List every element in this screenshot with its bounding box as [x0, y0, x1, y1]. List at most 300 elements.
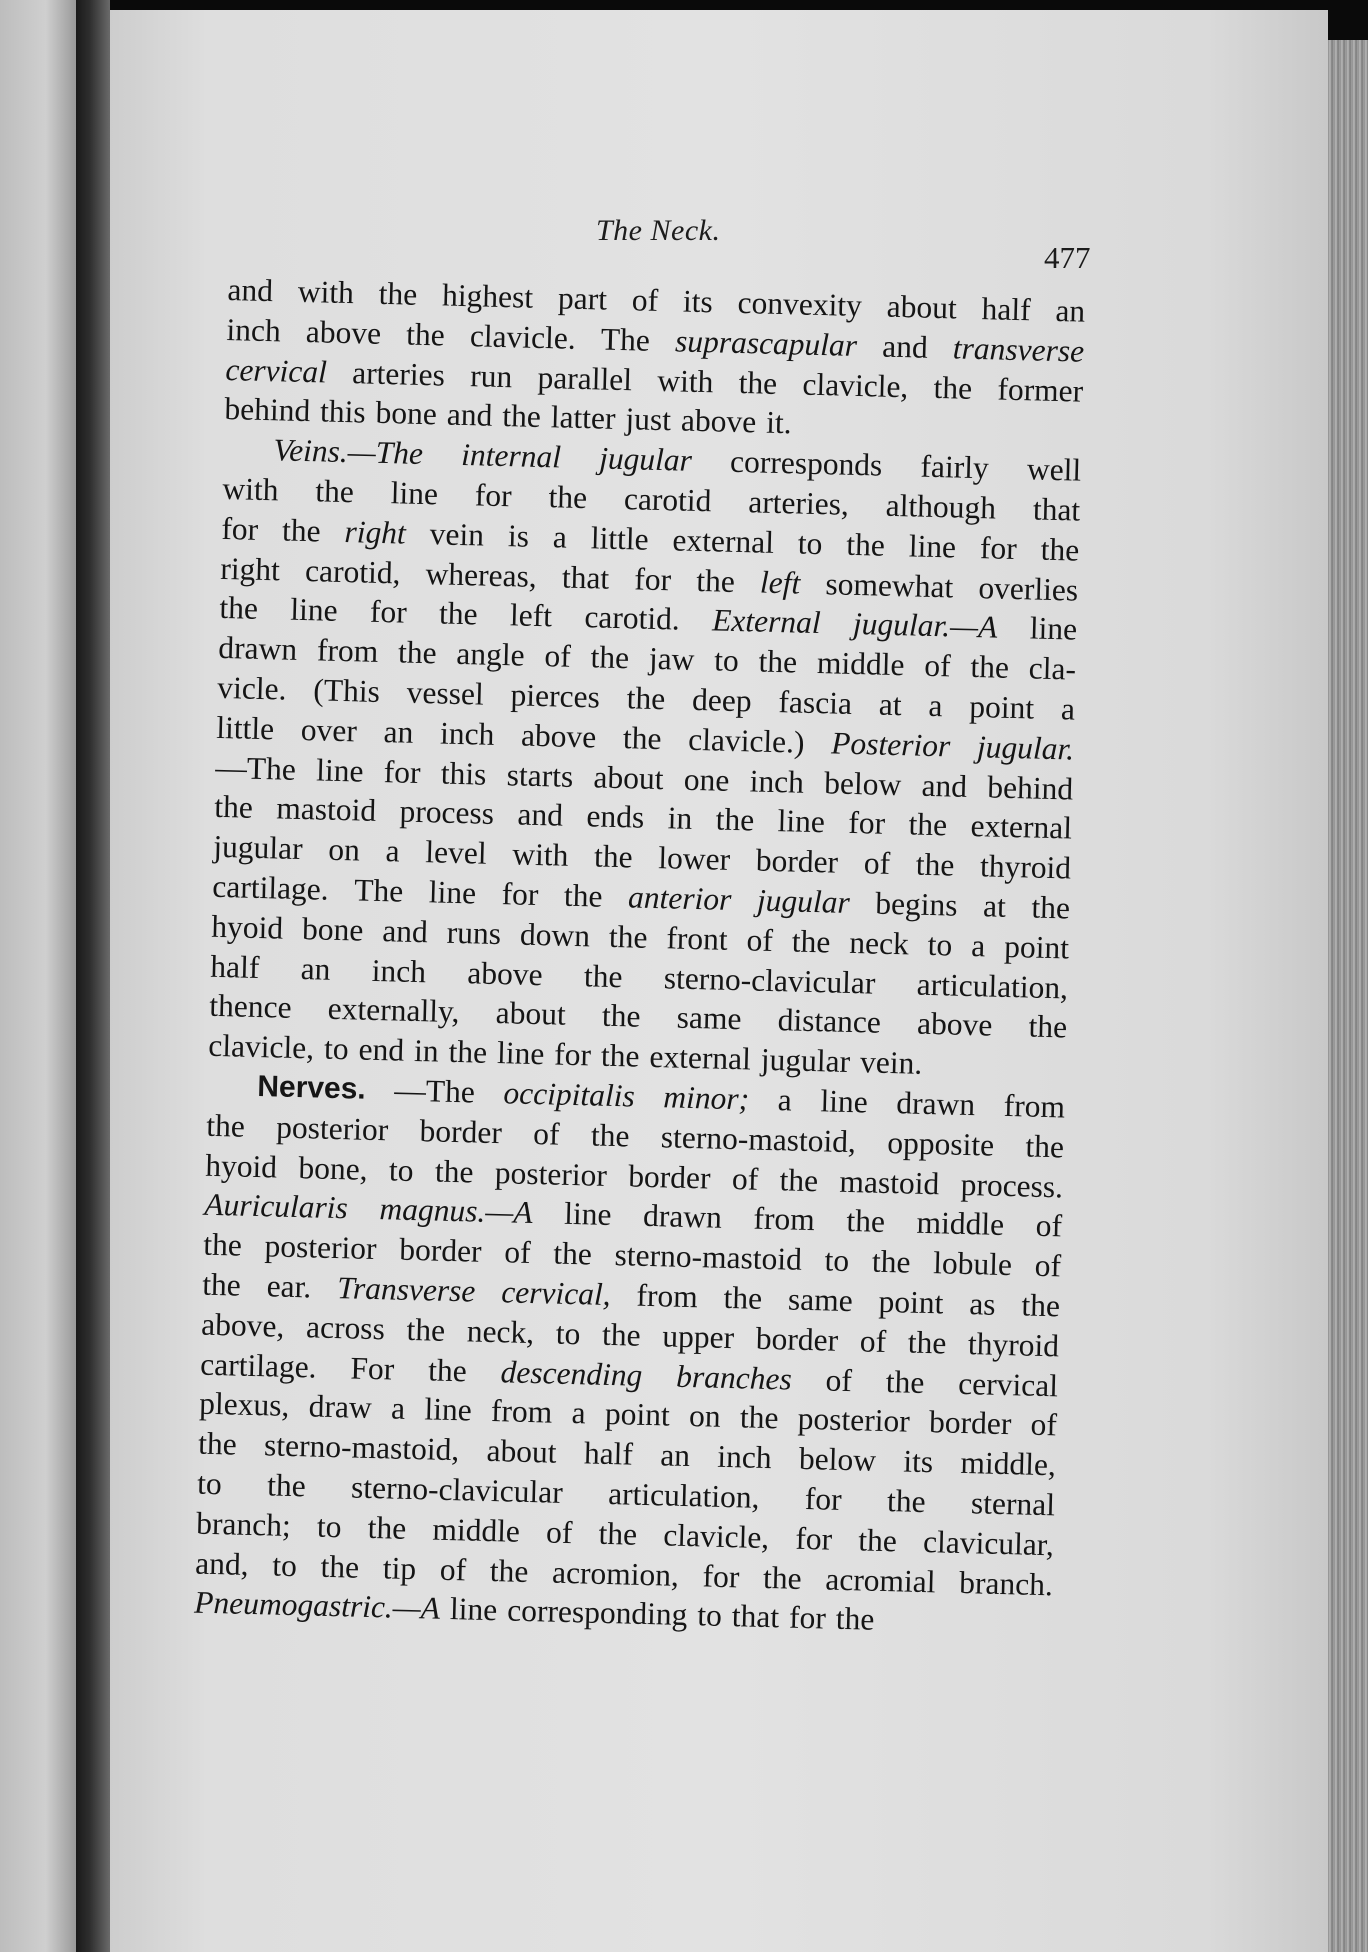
word: The	[600, 321, 651, 358]
word: half	[209, 948, 260, 985]
word: its	[902, 1443, 934, 1480]
word: Pneumogastric.—A	[193, 1584, 441, 1627]
word: of	[859, 1323, 887, 1359]
word: jugular	[212, 828, 304, 867]
word: of	[544, 638, 572, 674]
word: of	[532, 1115, 560, 1152]
word: border	[755, 842, 839, 880]
word: to	[388, 1151, 415, 1188]
word: former	[997, 371, 1084, 409]
word: a	[552, 519, 568, 555]
word: above	[466, 954, 544, 992]
word: for	[221, 510, 259, 547]
word: carotid,	[304, 552, 401, 591]
word: with	[656, 362, 714, 399]
word: above,	[200, 1306, 285, 1344]
word: the	[598, 1515, 638, 1552]
word: to	[797, 525, 823, 561]
word: of	[545, 1514, 573, 1550]
word: for	[501, 876, 539, 913]
word: the	[1028, 1008, 1068, 1045]
word: The	[353, 872, 404, 909]
word: sterno-clavicular	[350, 1469, 564, 1510]
word: line	[390, 475, 439, 512]
word: opposite	[886, 1124, 995, 1163]
word: left	[509, 597, 553, 634]
word: of	[1035, 1208, 1063, 1244]
word: of	[631, 282, 659, 318]
word: External	[711, 602, 822, 641]
body-text	[194, 270, 1086, 1644]
word: below	[823, 764, 902, 802]
word: line	[315, 751, 364, 789]
word: sterno-clavicular	[663, 959, 876, 1001]
word: above	[916, 1006, 993, 1043]
word: over	[300, 711, 358, 749]
word: border	[755, 1320, 839, 1358]
word: a	[970, 927, 986, 964]
word: on	[688, 1398, 722, 1435]
word: front	[666, 920, 729, 957]
word: drawn	[218, 630, 298, 668]
word: little	[215, 709, 275, 747]
word: whereas,	[425, 555, 538, 594]
word: Transverse	[336, 1270, 476, 1309]
word: middle	[916, 1205, 1005, 1243]
word: draw	[308, 1388, 373, 1426]
word: of	[1030, 1406, 1058, 1443]
word: border	[627, 1157, 711, 1196]
word: process	[399, 793, 495, 832]
word: the	[907, 1324, 947, 1361]
word: for	[804, 1480, 843, 1517]
word: as	[968, 1286, 997, 1322]
word: neck,	[466, 1313, 535, 1350]
word: the	[915, 846, 955, 883]
word: the	[762, 1559, 803, 1596]
word: external	[649, 1039, 752, 1077]
word: external	[970, 808, 1073, 846]
word: the	[779, 1161, 819, 1198]
word: neck	[848, 924, 910, 962]
word: line	[908, 528, 957, 565]
word: sterno-mastoid,	[263, 1427, 460, 1468]
word: line	[289, 592, 339, 629]
word: the	[548, 479, 588, 516]
word: the	[448, 1033, 488, 1070]
word: half	[583, 1435, 634, 1472]
word: the	[314, 473, 355, 510]
word: drawn	[642, 1198, 723, 1236]
word: well	[1026, 451, 1082, 488]
word: the	[281, 512, 322, 549]
word: the	[1021, 1287, 1061, 1324]
word: the	[489, 1552, 529, 1589]
word: clavicular,	[922, 1523, 1055, 1563]
word: from	[636, 1277, 699, 1315]
word: for	[369, 594, 408, 631]
word: ear.	[266, 1268, 312, 1305]
word: thyroid	[979, 848, 1072, 886]
word: point	[878, 1283, 944, 1321]
word: middle,	[960, 1445, 1057, 1483]
word: sterno-mastoid,	[660, 1118, 857, 1159]
word: from	[490, 1393, 553, 1430]
word: of	[439, 1551, 467, 1587]
word: line	[424, 1391, 473, 1428]
word: clavicle,	[662, 1517, 770, 1555]
page-number: 477	[1044, 240, 1091, 275]
word: an	[659, 1437, 691, 1474]
word: above	[680, 402, 757, 440]
word: for	[383, 753, 421, 790]
word: from	[1003, 1087, 1066, 1125]
word: little	[590, 520, 650, 557]
word: branches	[675, 1358, 793, 1397]
word: For	[350, 1349, 395, 1387]
word: and	[517, 796, 564, 834]
word: a	[390, 1390, 406, 1427]
word: point	[1003, 928, 1070, 966]
word: sternal	[970, 1485, 1056, 1523]
word: jugular	[760, 1041, 851, 1080]
word: line	[1029, 610, 1078, 647]
word: the	[213, 789, 254, 826]
word: the	[434, 1153, 474, 1190]
word: at	[982, 888, 1007, 924]
word: angle	[456, 636, 526, 673]
word: fairly	[920, 448, 990, 486]
word: same	[676, 999, 742, 1037]
word: of	[746, 922, 774, 958]
word: about	[486, 1433, 558, 1470]
word: hyoid	[204, 1147, 278, 1185]
word: the	[871, 1243, 911, 1280]
word: to	[316, 1508, 342, 1544]
word: the	[219, 590, 259, 627]
word: line	[820, 1083, 869, 1120]
word: vicle.	[216, 669, 287, 707]
word: and	[921, 767, 968, 804]
word: and	[881, 328, 929, 365]
word: for	[847, 805, 886, 842]
word: across	[305, 1309, 386, 1347]
word: about	[886, 288, 958, 326]
word: the	[723, 1279, 763, 1316]
word: one	[683, 761, 730, 798]
word: begins	[874, 885, 959, 923]
word: the	[405, 316, 446, 353]
word: inch	[371, 952, 427, 989]
word: an	[383, 713, 414, 750]
word: the	[835, 1601, 875, 1638]
word: clavicle,	[207, 1027, 315, 1066]
word: latter	[550, 399, 616, 437]
word: border	[419, 1112, 503, 1150]
word: bone,	[298, 1149, 369, 1187]
word: the	[758, 643, 798, 680]
word: cervical,	[500, 1274, 612, 1312]
word: suprascapular	[674, 323, 858, 363]
word: the	[563, 877, 603, 914]
word: magnus.—A	[379, 1191, 534, 1231]
word: the	[791, 923, 831, 960]
word: with	[297, 273, 355, 311]
word: right	[344, 513, 407, 551]
word: to	[196, 1465, 223, 1502]
word: plexus,	[198, 1385, 290, 1424]
word: jugular	[598, 440, 693, 478]
word: thyroid	[967, 1325, 1060, 1364]
word: of	[863, 845, 891, 882]
word: ends	[586, 798, 645, 836]
word: middle	[432, 1511, 521, 1549]
word: carotid	[623, 481, 712, 519]
word: acromial	[824, 1561, 937, 1599]
word: to	[555, 1315, 581, 1351]
word: to	[696, 1597, 723, 1634]
word: to	[713, 642, 740, 679]
word: posterior	[264, 1228, 378, 1267]
word: this	[440, 755, 487, 792]
word: middle	[816, 645, 905, 683]
word: (This	[312, 672, 381, 709]
word: mastoid	[839, 1163, 940, 1201]
word: the	[846, 1203, 886, 1240]
word: above	[305, 313, 382, 351]
word: clavicle,	[802, 366, 909, 404]
word: behind	[224, 391, 311, 429]
word: —The	[393, 1072, 476, 1110]
word: for	[702, 1557, 740, 1594]
word: jugular.	[976, 728, 1075, 767]
word: in	[413, 1033, 440, 1069]
word: and,	[194, 1545, 250, 1582]
word: the	[320, 1548, 360, 1585]
word: the	[427, 1351, 468, 1388]
word: —The	[214, 749, 297, 787]
word: the	[367, 1509, 407, 1546]
word: overlies	[978, 569, 1079, 608]
word: descending	[500, 1353, 643, 1393]
word: of	[731, 1160, 759, 1197]
word: Posterior	[830, 725, 951, 764]
word: to	[927, 926, 953, 963]
word: branch.	[958, 1564, 1054, 1602]
word: the	[908, 806, 948, 843]
word: line	[496, 1035, 545, 1072]
word: a	[385, 833, 401, 869]
word: articulation,	[607, 1475, 760, 1515]
word: acromion,	[551, 1554, 680, 1593]
word: transverse	[952, 330, 1085, 369]
word: behind	[986, 768, 1074, 807]
word: an	[1055, 292, 1086, 329]
word: to	[824, 1242, 850, 1279]
word: arteries,	[747, 484, 850, 522]
word: and	[381, 912, 429, 950]
word: cla-	[1028, 650, 1077, 687]
word: border	[928, 1404, 1012, 1442]
word: border	[398, 1231, 483, 1269]
word: the	[1025, 1128, 1065, 1165]
word: jaw	[648, 640, 695, 678]
word: for	[795, 1520, 833, 1557]
word: bone	[375, 395, 438, 432]
word: starts	[506, 756, 574, 794]
word: run	[469, 357, 513, 394]
word: the	[1031, 889, 1071, 926]
word: the	[1040, 531, 1080, 568]
word: the	[715, 801, 755, 838]
word: a	[571, 1395, 587, 1431]
word: its	[682, 283, 714, 320]
word: cervical	[225, 351, 328, 390]
word: inch	[439, 715, 495, 752]
word: posterior	[275, 1109, 389, 1148]
word: the	[739, 1399, 779, 1436]
word: posterior	[494, 1154, 608, 1193]
word: that	[1032, 491, 1081, 528]
section-heading: Nerves.	[256, 1069, 367, 1106]
word: fascia	[778, 684, 853, 721]
word: that	[731, 1598, 780, 1635]
word: bone	[301, 910, 364, 948]
word: of	[923, 647, 952, 684]
word: vein.	[859, 1044, 923, 1081]
word: parallel	[537, 359, 633, 397]
word: left	[759, 564, 801, 601]
word: the	[378, 275, 418, 312]
running-head: The Neck.	[596, 214, 721, 247]
word: the	[201, 1266, 242, 1303]
word: to	[271, 1547, 298, 1583]
word: sterno-mastoid	[614, 1237, 803, 1277]
word: thence	[208, 988, 292, 1026]
word: Veins.—The	[273, 432, 424, 472]
word: external	[672, 522, 775, 560]
word: the	[590, 1117, 630, 1154]
word: the	[205, 1107, 246, 1144]
word: the	[970, 649, 1010, 686]
word: point	[968, 688, 1035, 726]
word: this	[319, 393, 367, 430]
word: tip	[382, 1549, 417, 1586]
word: a	[777, 1082, 793, 1118]
word: the	[695, 562, 736, 599]
word: the	[590, 639, 630, 676]
word: articulation,	[916, 966, 1069, 1006]
word: that	[561, 559, 610, 596]
word: the	[552, 1235, 593, 1272]
word: the	[600, 1037, 640, 1074]
word: upper	[661, 1318, 735, 1355]
book-gutter	[76, 0, 110, 1952]
page-stack-edges	[1328, 40, 1368, 1952]
word: from	[316, 632, 379, 670]
word: is	[507, 517, 530, 554]
word: lower	[657, 840, 731, 878]
word: a	[1060, 691, 1076, 727]
word: the	[438, 595, 479, 632]
word: with	[511, 836, 569, 873]
word: half	[981, 291, 1032, 328]
word: for	[553, 1036, 592, 1073]
word: the	[601, 998, 641, 1035]
word: the	[501, 398, 542, 435]
word: the	[406, 1311, 446, 1348]
word: jugular	[756, 882, 851, 920]
word: jugular.—A	[852, 606, 998, 645]
word: the	[593, 838, 634, 875]
word: level	[424, 834, 488, 871]
word: of	[1034, 1247, 1062, 1284]
word: lobule	[932, 1245, 1013, 1283]
word: cartilage.	[211, 868, 330, 907]
word: minor;	[662, 1079, 750, 1117]
word: line	[777, 803, 826, 840]
word: anterior	[627, 879, 732, 917]
word: clavicle.	[469, 317, 577, 356]
word: line	[449, 1591, 498, 1628]
word: down	[519, 916, 591, 954]
word: for	[979, 529, 1018, 566]
word: point	[604, 1396, 671, 1433]
word: for	[474, 477, 513, 514]
word: the	[738, 364, 778, 401]
word: inch	[226, 311, 282, 349]
word: mastoid	[275, 790, 377, 829]
word: line	[428, 874, 477, 911]
word: from	[753, 1200, 816, 1238]
word: part	[557, 280, 608, 317]
word: convexity	[737, 284, 863, 324]
word: inch	[717, 1438, 773, 1476]
word: arteries	[351, 354, 446, 393]
word: it.	[765, 405, 793, 441]
word: to	[323, 1030, 350, 1067]
word: the	[845, 526, 886, 563]
word: a	[928, 687, 943, 724]
word: cervical	[957, 1365, 1059, 1403]
word: inch	[749, 762, 805, 800]
word: the	[601, 1316, 642, 1353]
word: branch;	[195, 1505, 292, 1543]
word: in	[667, 800, 693, 837]
word: for	[788, 1599, 827, 1636]
word: below	[798, 1440, 877, 1478]
word: and	[227, 271, 274, 309]
word: posterior	[797, 1401, 911, 1439]
word: occipitalis	[503, 1075, 636, 1114]
word: highest	[441, 277, 534, 315]
word: end	[358, 1031, 405, 1068]
word: about	[593, 758, 664, 796]
word: just	[625, 401, 672, 438]
previous-page-edge	[0, 0, 76, 1952]
word: corresponding	[506, 1592, 688, 1633]
word: hyoid	[210, 908, 284, 946]
word: internal	[460, 437, 562, 475]
word: deep	[691, 681, 753, 719]
word: the	[397, 634, 438, 671]
word: for	[633, 560, 672, 597]
word: corresponds	[729, 443, 883, 483]
word: an	[300, 950, 331, 987]
word: vein	[429, 515, 485, 553]
word: above	[520, 717, 597, 755]
word: at	[878, 686, 903, 723]
